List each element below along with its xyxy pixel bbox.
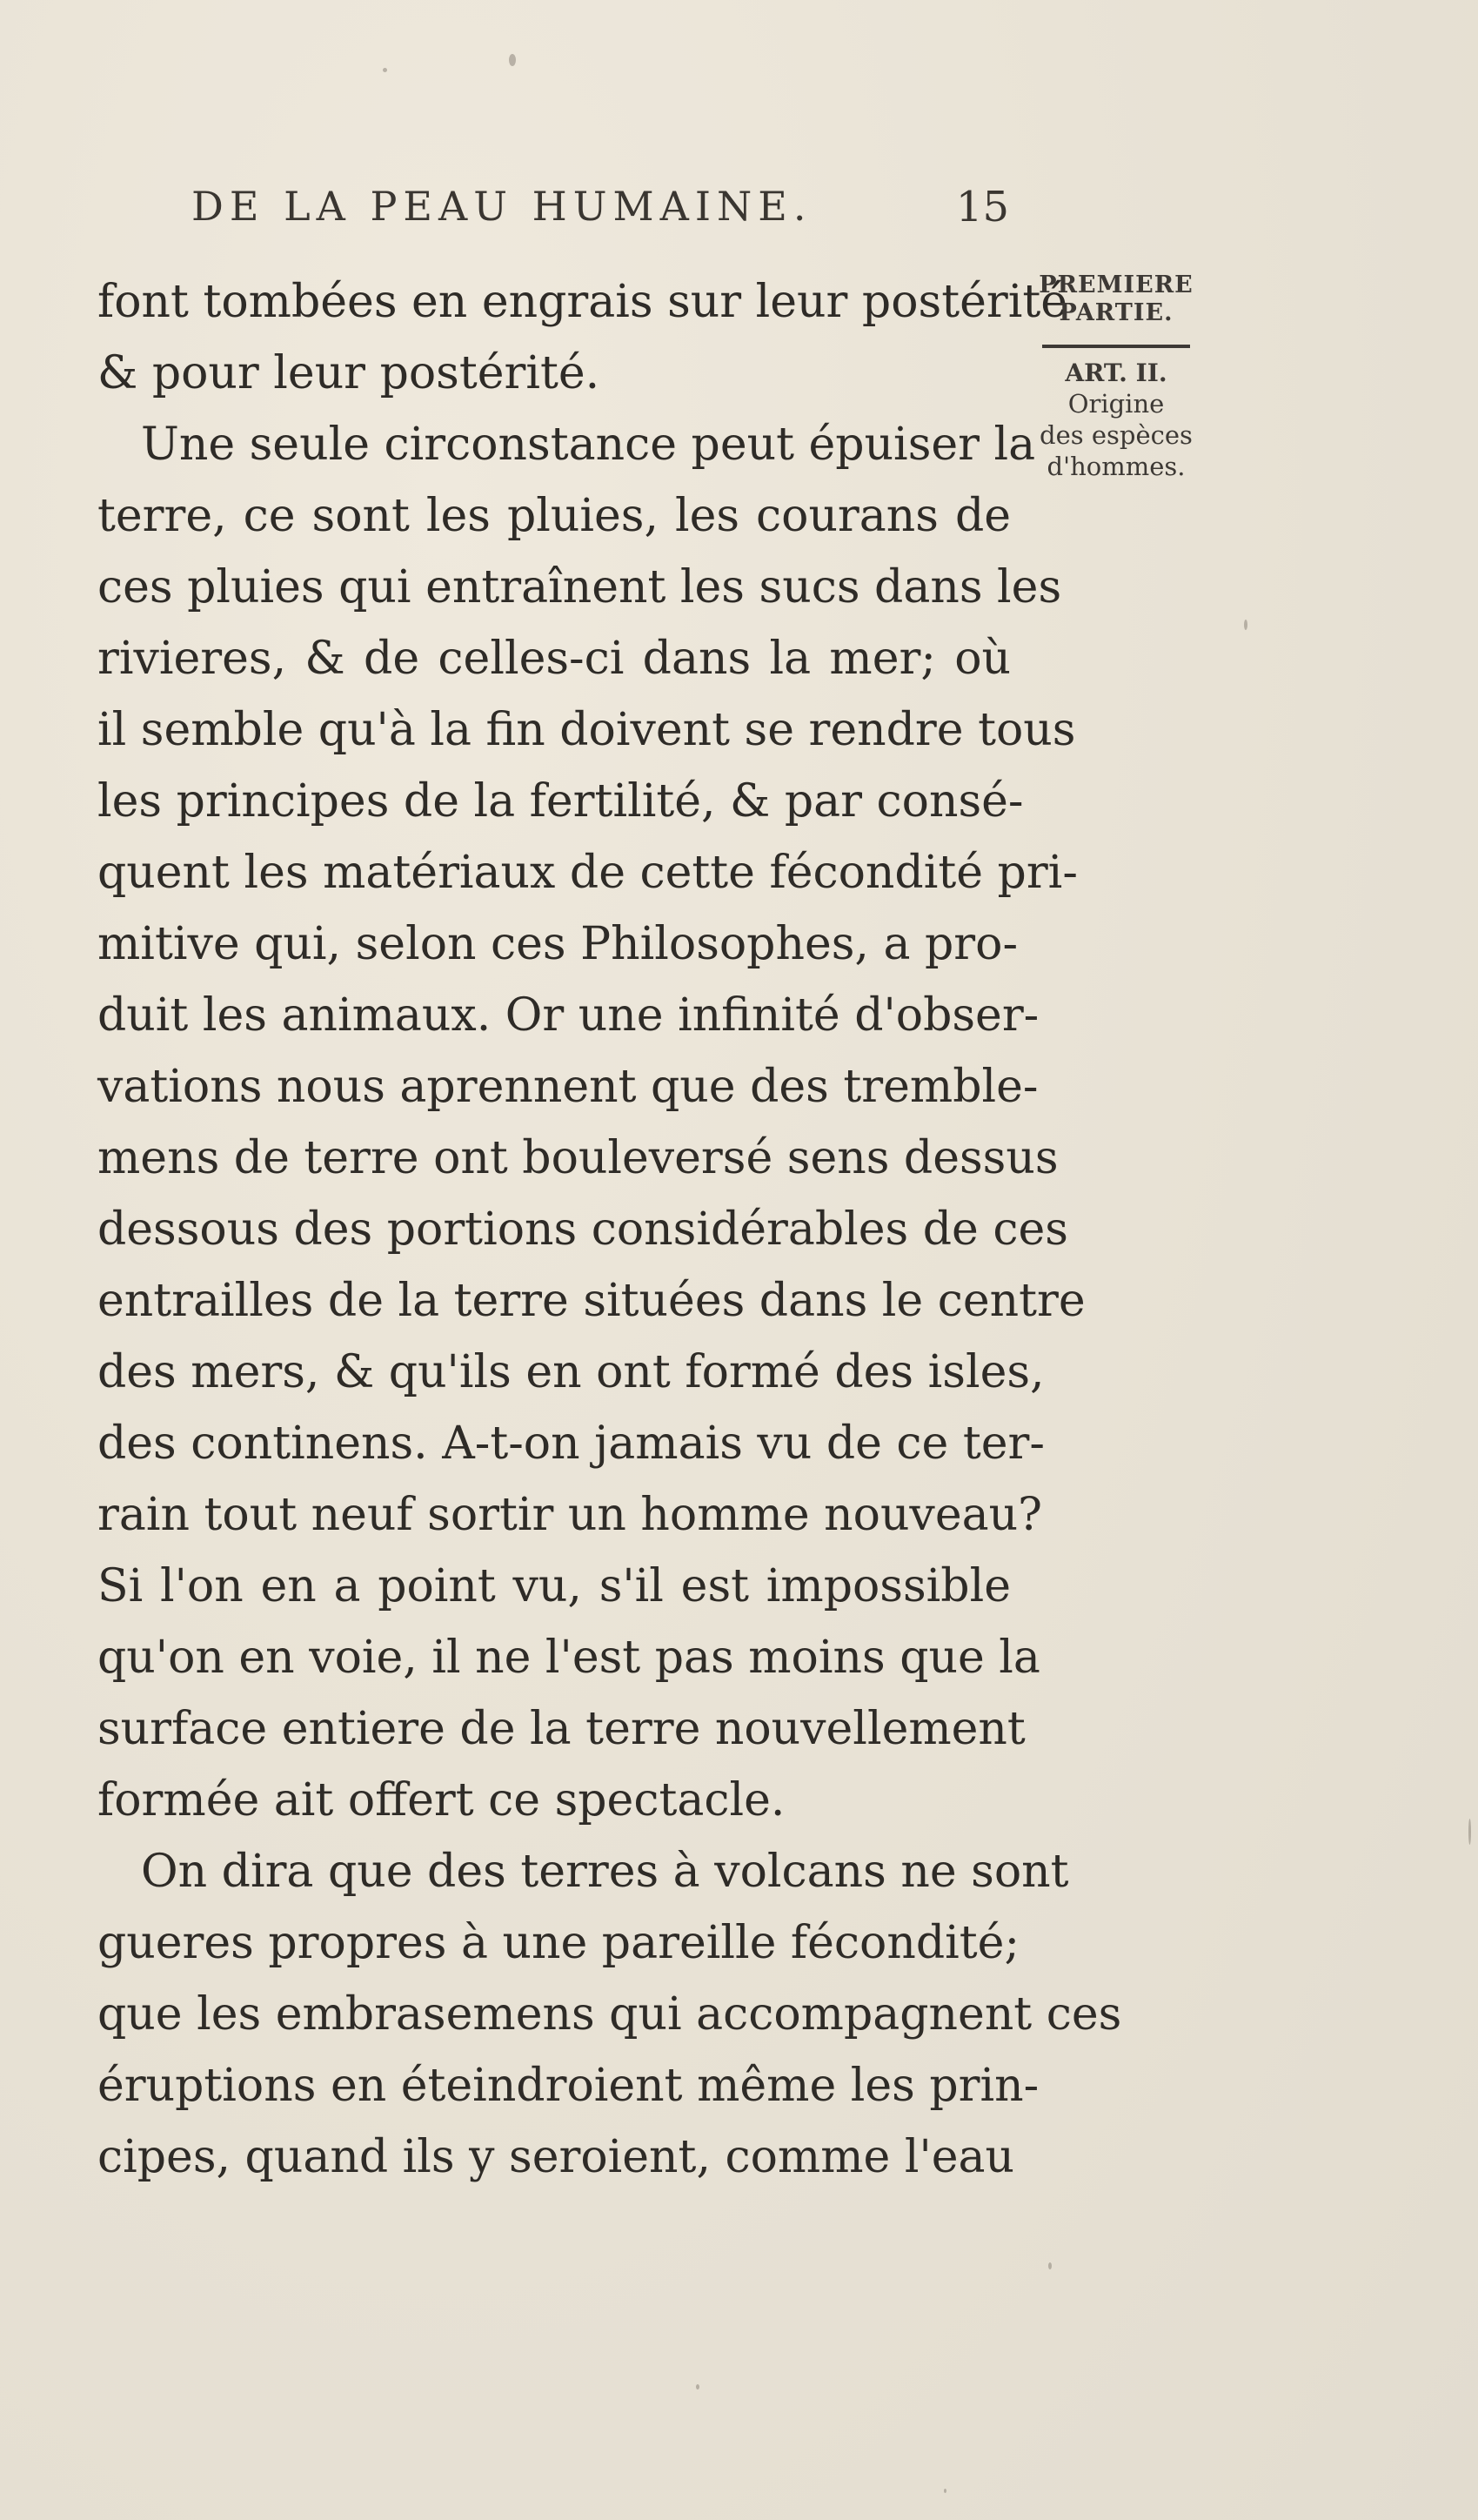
paper-speck xyxy=(1048,2262,1052,2269)
text-line: rivieres, & de celles-ci dans la mer; où xyxy=(97,633,1011,685)
text-line: il semble qu'à la fin doivent se rendre tous xyxy=(97,704,1076,756)
running-title: DE LA PEAU HUMAINE. xyxy=(191,183,813,230)
text-line: des continens. A-t-on jamais vu de ce ter- xyxy=(97,1418,1045,1470)
text-line: mens de terre ont bouleversé sens dessus xyxy=(97,1132,1059,1184)
text-line: cipes, quand ils y seroient, comme l'eau xyxy=(97,2131,1015,2183)
text-line: Si l'on en a point vu, s'il est impossible xyxy=(97,1560,1011,1612)
text-line: quent les matériaux de cette fécondité pri- xyxy=(97,847,1078,899)
margin-article-label: ART. II. xyxy=(1065,359,1167,387)
margin-title-line: Origine xyxy=(1067,389,1165,419)
text-line: qu'on en voie, il ne l'est pas moins que la xyxy=(97,1632,1040,1684)
text-line: éruptions en éteindroient même les prin- xyxy=(97,2060,1040,2112)
text-line: font tombées en engrais sur leur postérité xyxy=(97,276,1068,328)
margin-part-label: PREMIERE xyxy=(1039,271,1194,298)
paper-speck xyxy=(1244,620,1247,630)
text-line: terre, ce sont les pluies, les courans de xyxy=(97,490,1011,542)
paper-speck xyxy=(1468,1819,1471,1845)
margin-part-label: PARTIE. xyxy=(1059,299,1174,326)
text-line: On dira que des terres à volcans ne sont xyxy=(141,1846,1069,1898)
text-line: des mers, & qu'ils en ont formé des isles, xyxy=(97,1346,1045,1398)
text-line: que les embrasemens qui accompagnent ces xyxy=(97,1988,1122,2041)
text-line: & pour leur postérité. xyxy=(97,347,600,399)
paper-speck xyxy=(509,54,516,66)
text-line: Une seule circonstance peut épuiser la xyxy=(141,419,1036,471)
text-line: mitive qui, selon ces Philosophes, a pro- xyxy=(97,918,1019,970)
text-line: gueres propres à une pareille fécondité; xyxy=(97,1917,1020,1969)
text-line: rain tout neuf sortir un homme nouveau? xyxy=(97,1489,1042,1541)
margin-rule xyxy=(1042,345,1190,348)
text-line: ces pluies qui entraînent les sucs dans les xyxy=(97,561,1062,613)
text-line: les principes de la fertilité, & par consé- xyxy=(97,775,1024,828)
text-line: dessous des portions considérables de ces xyxy=(97,1203,1068,1256)
text-line: duit les animaux. Or une infinité d'obser- xyxy=(97,989,1040,1042)
margin-title-line: d'hommes. xyxy=(1047,452,1186,481)
paper-speck xyxy=(696,2384,699,2389)
text-line: entrailles de la terre situées dans le centre xyxy=(97,1275,1086,1327)
page-number: 15 xyxy=(955,183,1009,231)
page-header xyxy=(191,183,1009,244)
margin-note xyxy=(1007,271,1225,482)
paper-speck xyxy=(944,2489,946,2493)
text-line: formée ait offert ce spectacle. xyxy=(97,1774,786,1826)
margin-title-line: des espèces xyxy=(1040,420,1193,450)
paper-speck xyxy=(383,68,387,72)
text-line: vations nous aprennent que des tremble- xyxy=(97,1061,1039,1113)
text-line: surface entiere de la terre nouvellement xyxy=(97,1703,1026,1755)
